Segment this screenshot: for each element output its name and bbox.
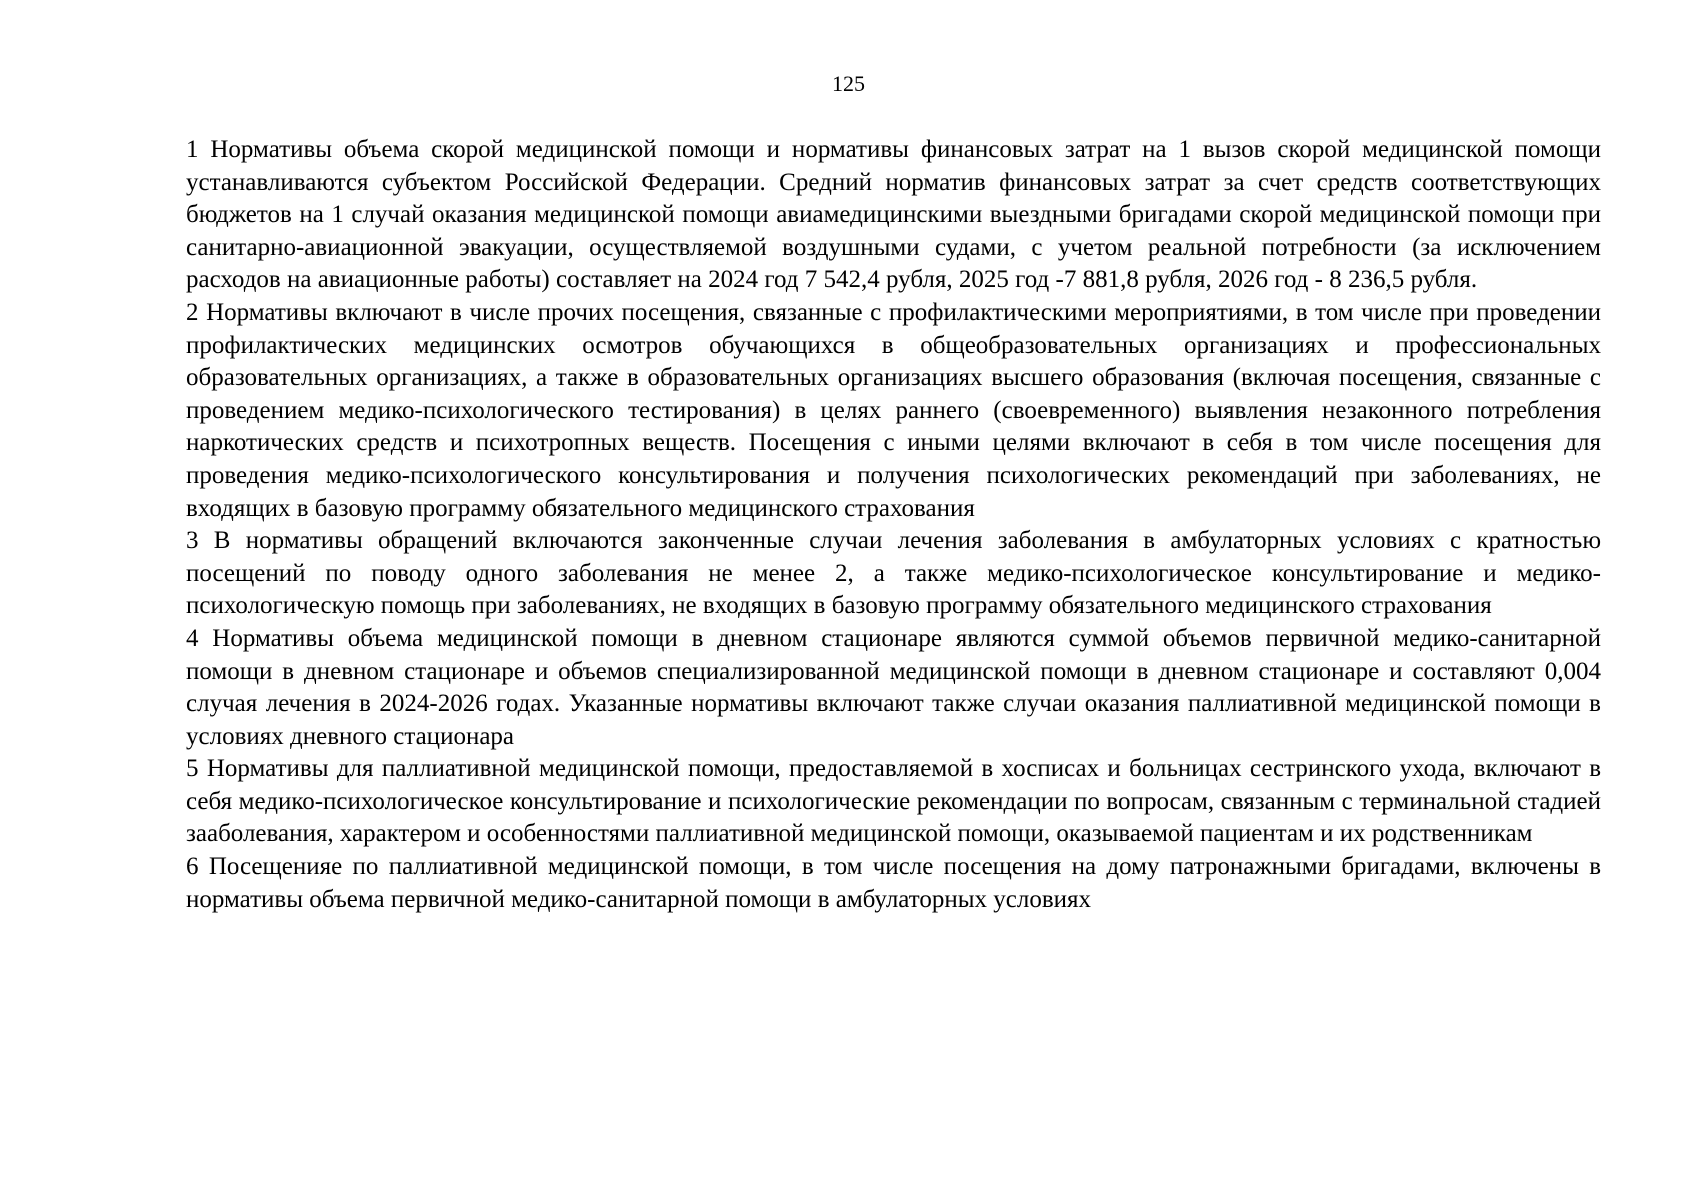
page-number: 125 (832, 71, 865, 96)
footnote-5: 5 Нормативы для паллиативной медицинской помощи, предоставляемой в хосписах и больницах сестринского ухода, включают в себя медико-психологическое консультирование и психологические рекомендации по вопросам, связанным с терминальной стадией зааболевания, характером и особенностями паллиативной медицинской помощи, оказываемой пациентам и их родственникам (186, 755, 1601, 848)
footnote-4: 4 Нормативы объема медицинской помощи в дневном стационаре являются суммой объемов первичной медико-санитарной помощи в дневном стационаре и объемов специализированной медицинской помощи в дневном стационаре и составляют 0,004 случая лечения в 2024-2026 годах. Указанные нормативы включают также случаи оказания паллиативной медицинской помощи в условиях дневного стационара (186, 624, 1601, 750)
footnote-3: 3 В нормативы обращений включаются законченные случаи лечения заболевания в амбулаторных условиях с кратностью посещений по поводу одного заболевания не менее 2, а также медико-психологическое консультирование и медико-психологическую помощь при заболеваниях, не входящих в базовую программу обязательного медицинского страхования (186, 527, 1601, 620)
footnotes-block (186, 134, 1601, 916)
footnote-2: 2 Нормативы включают в числе прочих посещения, связанные с профилактическими мероприятиями, в том числе при проведении профилактических медицинских осмотров обучающихся в общеобразовательных организациях и профессиональных образовательных организациях, а также в образовательных организациях высшего образования (включая посещения, связанные с проведением медико-психологического тестирования) в целях раннего (своевременного) выявления незаконного потребления наркотических средств и психотропных веществ. Посещения с иными целями включают в себя в том числе посещения для проведения медико-психологического консультирования и получения психологических рекомендаций при заболеваниях, не входящих в базовую программу обязательного медицинского страхования (186, 298, 1601, 522)
footnote-6: 6 Посещенияе по паллиативной медицинской помощи, в том числе посещения на дому патронажными бригадами, включены в нормативы объема первичной медико-санитарной помощи в амбулаторных условиях (186, 853, 1601, 913)
footnote-1: 1 Нормативы объема скорой медицинской помощи и нормативы финансовых затрат на 1 вызов скорой медицинской помощи устанавливаются субъектом Российской Федерации. Средний норматив финансовых затрат за счет средств соответствующих бюджетов на 1 случай оказания медицинской помощи авиамедицинскими выездными бригадами скорой медицинской помощи при санитарно-авиационной эвакуации, осуществляемой воздушными судами, с учетом реальной потребности (за исключением расходов на авиационные работы) составляет на 2024 год 7 542,4 рубля, 2025 год -7 881,8 рубля, 2026 год - 8 236,5 рубля. (186, 136, 1601, 294)
